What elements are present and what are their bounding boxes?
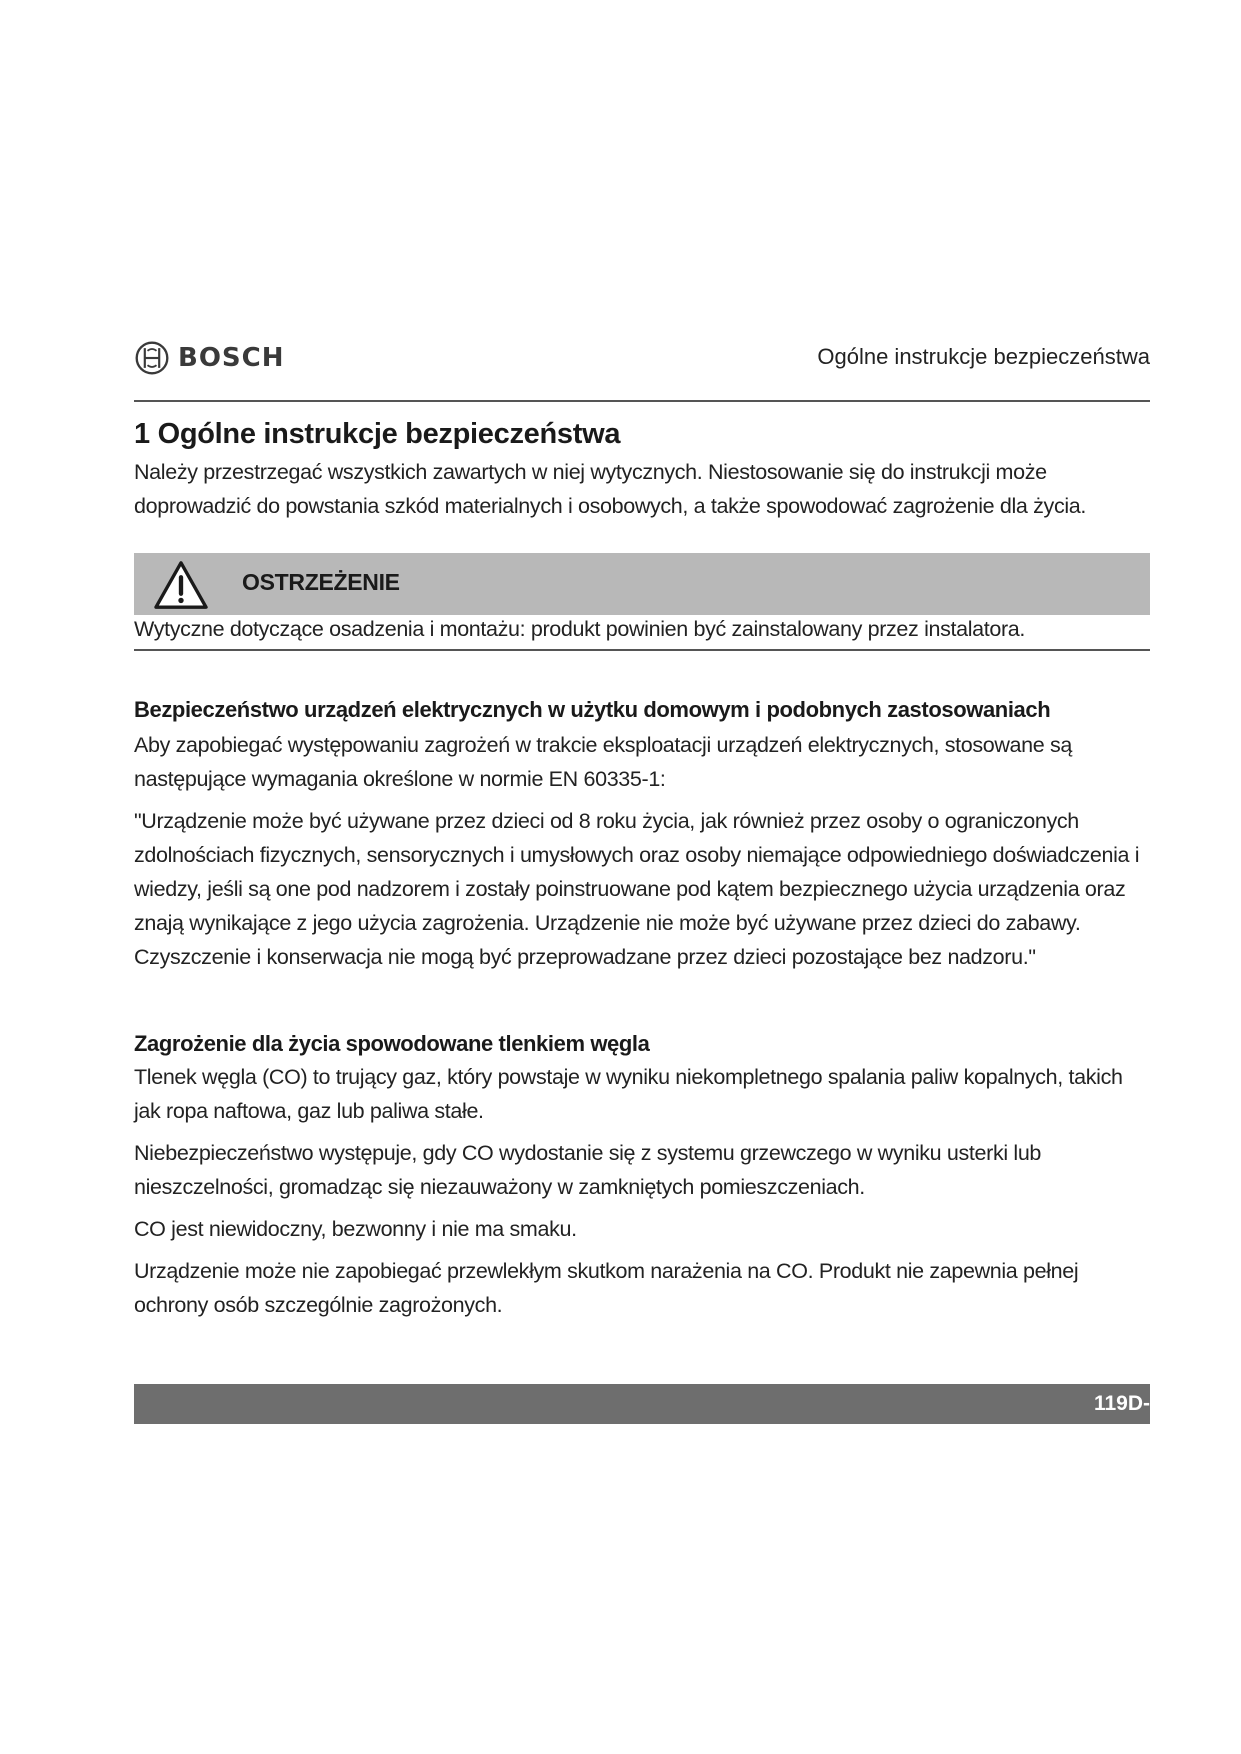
warning-divider — [134, 649, 1150, 651]
electrical-paragraph: Aby zapobiegać występowaniu zagrożeń w trakcie eksploatacji urządzeń elektrycznych, stosowane są następujące wymagania określone w normie EN 60335-1: — [134, 733, 1072, 791]
co-paragraph: CO jest niewidoczny, bezwonny i nie ma smaku. — [134, 1217, 577, 1241]
intro-paragraph: Należy przestrzegać wszystkich zawartych w niej wytycznych. Niestosowanie się do instrukcji może doprowadzić do powstania szkód materialnych i osobowych, a także spowodować zagrożenie dla życia. — [134, 460, 1086, 518]
co-paragraph: Tlenek węgla (CO) to trujący gaz, który powstaje w wyniku niekompletnego spalania paliw kopalnych, takich jak ropa naftowa, gaz lub paliwa stałe. — [134, 1065, 1123, 1123]
footer-bar — [134, 1384, 1150, 1424]
page-number: 119D- — [1093, 1392, 1150, 1415]
warning-box — [134, 553, 1150, 646]
running-header-title: Ogólne instrukcje bezpieczeństwa — [817, 344, 1150, 369]
carbon-monoxide-section — [134, 1028, 1150, 1322]
warning-bar — [134, 553, 1150, 615]
intro-section — [134, 418, 1150, 523]
warning-label: OSTRZEŻENIE — [242, 569, 400, 595]
warning-triangle-icon — [152, 559, 210, 611]
co-paragraph: Urządzenie może nie zapobiegać przewlekłym skutkom narażenia na CO. Produkt nie zapewnia pełnej ochrony osób szczególnie zagrożonych. — [134, 1259, 1079, 1317]
electrical-safety-heading: Bezpieczeństwo urządzeń elektrycznych w użytku domowym i podobnych zastosowaniach — [134, 697, 1051, 722]
brand-name: BOSCH — [178, 343, 285, 373]
warning-text: Wytyczne dotyczące osadzenia i montażu: produkt powinien być zainstalowany przez instalatora. — [134, 617, 1026, 641]
electrical-quote-paragraph: "Urządzenie może być używane przez dzieci od 8 roku życia, jak również przez osoby o ograniczonych zdolnościach fizycznych, sensorycznych i umysłowych oraz osoby niemające odpowiedniego doświadczenia i wiedzy, jeśli są one pod nadzorem i zostały poinstruowane pod kątem bezpiecznego użycia urządzenia oraz znają wynikające z jego użycia zagrożenia. Urządzenie nie może być używane przez dzieci do zabawy. Czyszczenie i konserwacja nie mogą być przeprowadzane przez dzieci pozostające bez nadzoru." — [134, 809, 1140, 969]
carbon-monoxide-heading: Zagrożenie dla życia spowodowane tlenkiem węgla — [134, 1031, 650, 1056]
page-title: 1 Ogólne instrukcje bezpieczeństwa — [134, 418, 621, 450]
page-header — [134, 338, 1150, 382]
co-paragraph: Niebezpieczeństwo występuje, gdy CO wydostanie się z systemu grzewczego w wyniku usterki lub nieszczelności, gromadząc się niezauważony w zamkniętych pomieszczeniach. — [134, 1141, 1042, 1199]
header-divider — [134, 400, 1150, 402]
bosch-armature-icon — [134, 340, 170, 376]
electrical-safety-section — [134, 694, 1150, 974]
bosch-logo — [134, 338, 285, 378]
